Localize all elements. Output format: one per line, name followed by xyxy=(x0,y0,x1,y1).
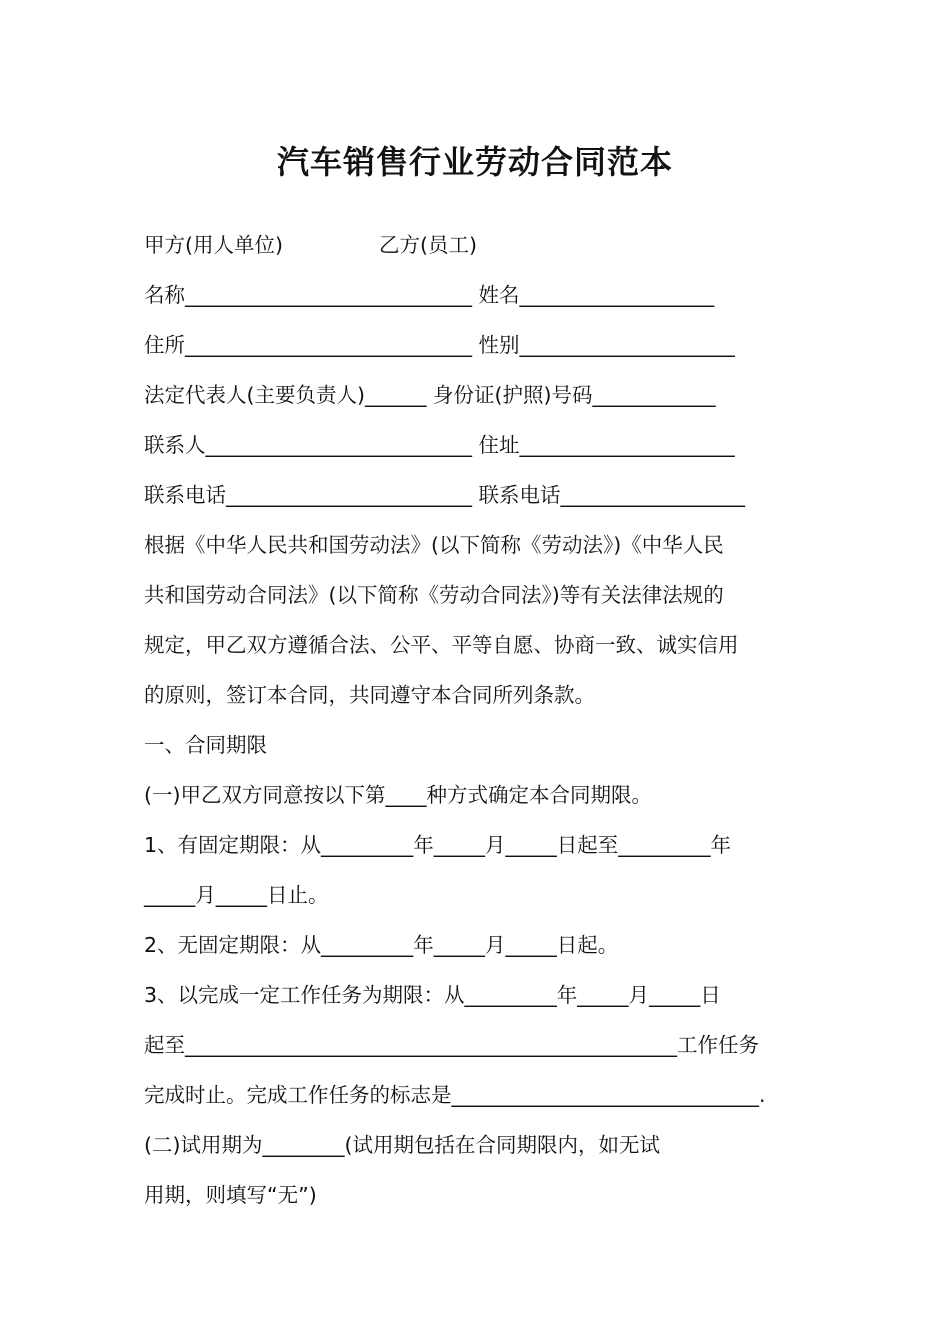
party-header-line xyxy=(144,220,824,270)
preamble-line: 共和国劳动合同法》(以下简称《劳动合同法》)等有关法律法规的 xyxy=(144,583,724,607)
document-title: 汽车销售行业劳动合同范本 xyxy=(276,143,673,181)
party-b-residence-field: 住址_____________________ xyxy=(478,433,735,457)
party-a-address-field: 住所____________________________ xyxy=(144,333,472,357)
section-heading: 一、合同期限 xyxy=(144,733,267,757)
preamble-line: 规定，甲乙双方遵循合法、公平、平等自愿、协商一致、诚实信用 xyxy=(144,633,739,657)
contact-person-field: 联系人__________________________ xyxy=(144,433,472,457)
phone-line xyxy=(144,470,824,520)
document-body xyxy=(144,220,824,1220)
legal-representative-field: 法定代表人(主要负责人)______ xyxy=(144,383,427,407)
name-line xyxy=(144,270,824,320)
clause-line: _____月_____日止。 xyxy=(144,883,329,907)
party-a-name-field: 名称____________________________ xyxy=(144,283,472,307)
address-line xyxy=(144,320,824,370)
clause-line: 2、无固定期限：从_________年_____月_____日起。 xyxy=(144,933,619,957)
party-a-phone-field: 联系电话________________________ xyxy=(144,483,472,507)
preamble-line: 的原则，签订本合同，共同遵守本合同所列条款。 xyxy=(144,683,595,707)
clause-line: (一)甲乙双方同意按以下第____种方式确定本合同期限。 xyxy=(144,783,652,807)
party-b-phone-field: 联系电话__________________ xyxy=(478,483,746,507)
clause-line: 完成时止。完成工作任务的标志是______________________________. xyxy=(144,1083,766,1107)
party-b-gender-field: 性别_____________________ xyxy=(478,333,735,357)
clause-line: 用期，则填写“无”) xyxy=(144,1183,317,1207)
clause-line: 3、以完成一定工作任务为期限：从_________年_____月_____日 xyxy=(144,983,721,1007)
party-a-label: 甲方(用人单位) xyxy=(144,233,283,257)
preamble-line: 根据《中华人民共和国劳动法》(以下简称《劳动法》)《中华人民 xyxy=(144,533,724,557)
contact-line xyxy=(144,420,824,470)
clause-line: (二)试用期为________(试用期包括在合同期限内，如无试 xyxy=(144,1133,660,1157)
representative-line xyxy=(144,370,824,420)
clause-line: 1、有固定期限：从_________年_____月_____日起至_________年 xyxy=(144,833,732,857)
party-b-label: 乙方(员工) xyxy=(379,233,477,257)
party-b-name-field: 姓名___________________ xyxy=(478,283,715,307)
id-number-field: 身份证(护照)号码____________ xyxy=(433,383,716,407)
clause-line: 起至________________________________________________工作任务 xyxy=(144,1033,759,1057)
